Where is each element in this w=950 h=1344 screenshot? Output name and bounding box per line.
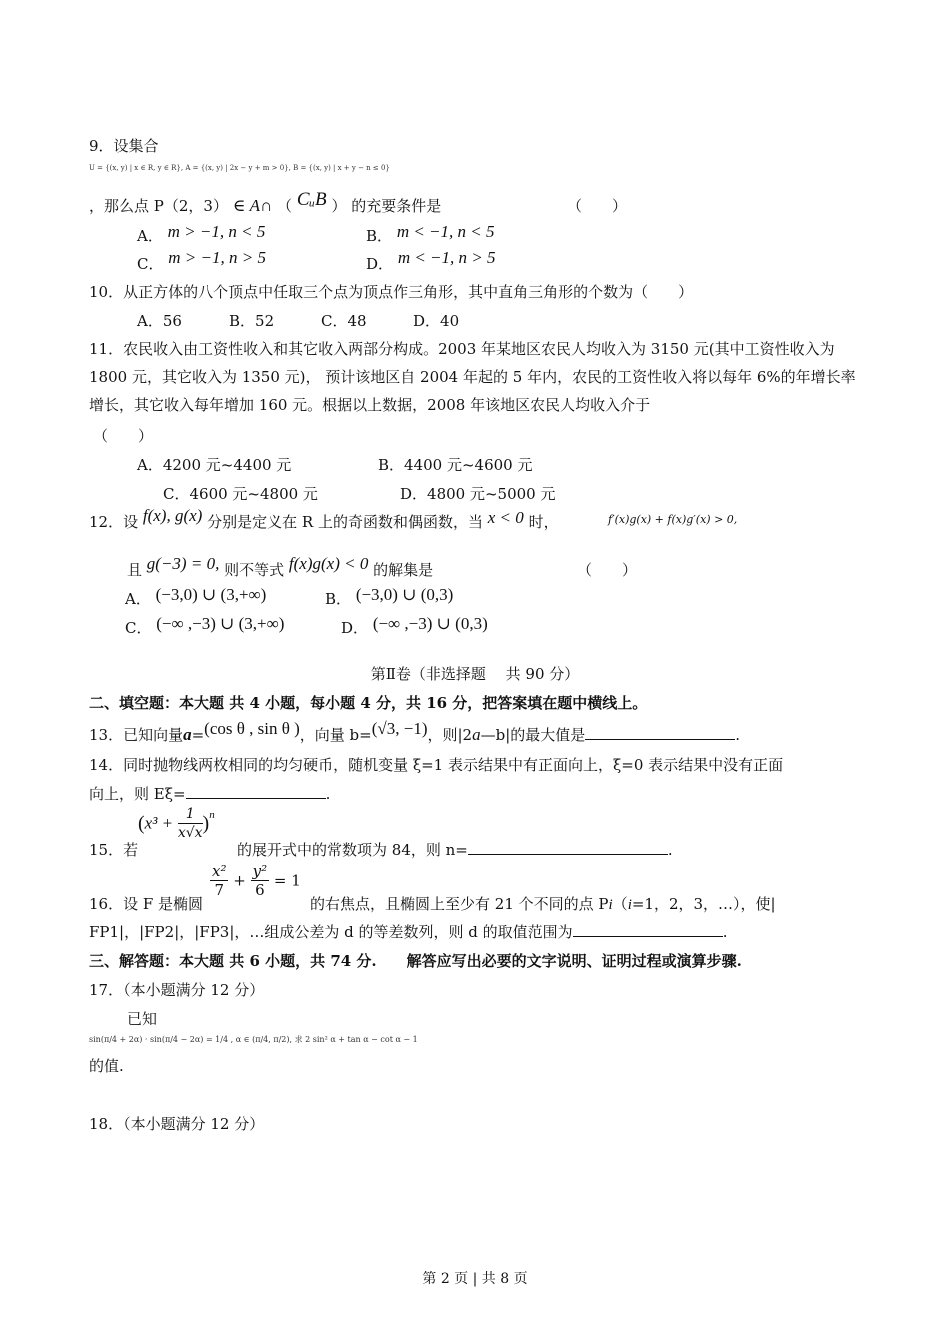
q12-g-value: g(−3) = 0, [146,554,220,573]
q9-option-a-expr: m > −1, n < 5 [167,222,266,241]
q13-vec-a2: a [472,725,481,744]
q16-line2 [89,922,727,942]
q11-option-d-label: D． [400,485,428,503]
q10-option-d [413,311,459,331]
q16-d: =1，2，3，…），使| [631,895,776,913]
q16-seven: 7 [214,881,225,899]
q9-option-c-label: C． [137,255,164,273]
q12-option-b-label: B． [325,590,352,608]
q13-expr2: (√3, −1) [371,719,428,738]
q16-end: . [722,923,728,941]
q10-option-c-text: 48 [347,312,367,330]
q11-option-b [378,455,532,475]
q9-paren-close: ） [331,197,347,215]
q11-option-b-text: 4400 元~4600 元 [404,456,533,474]
q13-vec-a: a [183,725,192,744]
q11-stem: 11．农民收入由工资性收入和其它收入两部分构成。2003 年某地区农民人均收入为 3150 元(其中工资性收入为 1800 元，其它收入为 1350 元)， 预计该地区自 2004 年起的 5 年内，农民的工资性收入将以每年 6%的年增长率增长，其它收入每年增加 160 元。根据以上数据，2008 年该地区农民人均收入介于 [89,340,856,414]
q12-option-b [325,585,454,609]
q11-answer-blank: （ ） [93,427,154,445]
q12-line2-a: 且 [127,561,143,579]
q16-b: 的右焦点，且椭圆上至少有 21 个不同的点 P [310,895,609,913]
q16-ellipse-equation [210,862,301,912]
q15-numerator: 1 [178,805,203,824]
q15-text: 的展开式中的常数项为 84，则 n= [237,841,468,859]
q16-x2: x² [212,862,227,880]
q13-c: ，则|2 [427,726,473,744]
q12-option-d [341,614,488,638]
q15-paren-right: ) [202,812,210,835]
q12-option-c-label: C． [125,619,152,637]
q9-option-d-label: D． [366,255,394,273]
q16-fraction-y [251,862,270,899]
q11-option-c-text: 4600 元~4800 元 [189,485,318,503]
q17-formula: sin(π/4 + 2α) · sin(π/4 − 2α) = 1/4 , α ∈ (π/4, π/2), 求 2 sin² α + tan α − cot α − 1 [89,1035,418,1044]
q14-end: . [325,785,331,803]
q12-line2-b: 则不等式 [224,561,285,579]
q11-option-b-label: B． [378,456,405,474]
q16-line2-text: FP1|，|FP2|，|FP3|，…组成公差为 d 的等差数列，则 d 的取值范围为 [89,923,573,941]
section2-heading: 二、填空题：本大题 共 4 小题，每小题 4 分，共 16 分，把答案填在题中横线上。 [89,694,648,712]
q12-stem-a: 12．设 [89,513,139,531]
q13-end: . [735,726,741,744]
q13-answer-line[interactable] [585,725,735,740]
q9-option-b [366,222,495,246]
q16-answer-line[interactable] [573,922,723,937]
q16-eq: = 1 [273,871,301,890]
q16-i2: i [627,897,632,913]
q13-line [89,719,741,745]
q11-option-a-text: 4200 元~4400 元 [162,456,292,474]
section2-title: 第Ⅱ卷（非选择题 共 90 分） [370,665,580,683]
q11-option-c [163,484,318,504]
q12-derivative-condition: f′(x)g(x) + f(x)g′(x) > 0, [608,513,738,526]
q15-label: 15．若 [89,841,139,859]
q9-option-c [137,248,266,274]
q17-known: 已知 [127,1010,158,1028]
q12-answer-blank: （ ） [577,561,638,579]
q9-option-b-label: B． [366,227,393,245]
q12-stem-b: 分别是定义在 R 上的奇函数和偶函数，当 [207,513,483,531]
page-footer: 第 2 页 | 共 8 页 [422,1271,528,1287]
q13-expr1: (cos θ , sin θ ) [204,719,300,738]
q18-head: 18．（本小题满分 12 分） [89,1115,265,1133]
q16-c: （ [612,895,628,913]
q9-condition [89,189,442,216]
q13-d: —b|的最大值是 [480,726,586,744]
q10-stem: 10．从正方体的八个顶点中任取三个点为顶点作三角形，其中直角三角形的个数为（ ） [89,283,694,301]
section3-heading: 三、解答题：本大题 共 6 小题，共 74 分. 解答应写出必要的文字说明、证明过程或演算步骤. [89,952,742,970]
q11-option-d [400,484,555,504]
q10-option-b-text: 52 [255,312,275,330]
q10-option-c-label: C． [321,312,348,330]
q12-cond-x: x < 0 [487,508,524,527]
q11-option-a [137,455,291,475]
q14-line2 [89,784,330,804]
q12-line1 [89,506,559,532]
q12-line2 [127,554,434,580]
q11-option-c-label: C． [163,485,190,503]
q16-plus: + [233,871,246,890]
q10-option-b [229,311,274,331]
q10-option-b-label: B． [229,312,256,330]
q15-end: . [667,841,673,859]
q12-option-c-expr: (−∞ ,−3) ∪ (3,+∞) [156,614,285,633]
q12-option-b-expr: (−3,0) ∪ (0,3) [355,585,454,604]
q13-a: 13．已知向量 [89,726,184,744]
q13-eq: = [191,726,205,744]
q13-b: ，向量 b= [299,726,372,744]
q12-option-a [125,585,267,609]
q9-option-b-expr: m < −1, n < 5 [396,222,495,241]
q15-fraction [178,805,203,842]
q16-six: 6 [255,881,265,899]
q10-option-d-text: 40 [440,312,460,330]
q16-label: 16．设 F 是椭圆 [89,895,204,913]
q16-line1-rest [310,894,776,915]
q9-condition-prefix: ，那么点 P（2，3） [89,197,228,215]
q15-base: x³ + [144,813,174,833]
q9-complement-b: CᵤB [296,189,327,210]
q11-option-a-label: A． [137,456,163,474]
q9-set-definition: U = {(x, y) | x ∈ R, y ∈ R}, A = {(x, y) | 2x − y + m > 0}, B = {(x, y) | x + y − n ≤ 0} [89,164,390,172]
q9-condition-suffix: 的充要条件是 [351,197,442,215]
q10-option-a-label: A． [137,312,163,330]
q9-stem: 9．设集合 [89,137,159,155]
q9-option-a [137,222,266,246]
q17-head: 17．（本小题满分 12 分） [89,981,265,999]
q16-i: i [608,897,613,913]
q15-paren-left: ( [138,812,145,835]
q12-fg: f(x), g(x) [142,506,203,525]
q15-answer-line[interactable] [468,840,668,855]
q16-fraction-x [210,862,228,899]
q9-option-d-expr: m < −1, n > 5 [397,248,496,267]
q11-option-d-text: 4800 元~5000 元 [427,485,556,503]
q12-stem-c: 时， [528,513,559,531]
q12-inequality: f(x)g(x) < 0 [288,554,369,573]
q14-line2-text: 向上，则 Eξ= [89,785,186,803]
q16-y2: y² [252,862,268,880]
q12-option-d-expr: (−∞ ,−3) ∪ (0,3) [372,614,488,633]
q10-option-d-label: D． [413,312,441,330]
q9-option-a-label: A． [137,227,163,245]
q9-paren-open: （ [277,197,293,215]
q15-denominator: x√x [177,825,203,841]
q12-option-c [125,614,285,638]
q14-answer-line[interactable] [186,784,326,799]
q15-expression [138,805,215,855]
q14-line1: 14．同时抛物线两枚相同的均匀硬币，随机变量 ξ=1 表示结果中有正面向上，ξ=0 表示结果中没有正面 [89,756,784,774]
q9-option-d [366,248,496,274]
q12-option-d-label: D． [341,619,369,637]
q9-option-c-expr: m > −1, n > 5 [168,248,266,267]
q9-in-symbol: ∈ A∩ [232,196,273,215]
q12-option-a-label: A． [125,590,151,608]
q12-option-a-expr: (−3,0) ∪ (3,+∞) [155,585,267,604]
q9-answer-blank: （ ） [567,197,628,215]
q12-line2-c: 的解集是 [373,561,434,579]
q15-exponent: n [209,809,215,821]
q15-text-line [237,840,673,860]
q10-option-a [137,311,182,331]
q10-option-c [321,311,367,331]
q10-option-a-text: 56 [162,312,182,330]
q17-tail: 的值. [89,1057,124,1075]
